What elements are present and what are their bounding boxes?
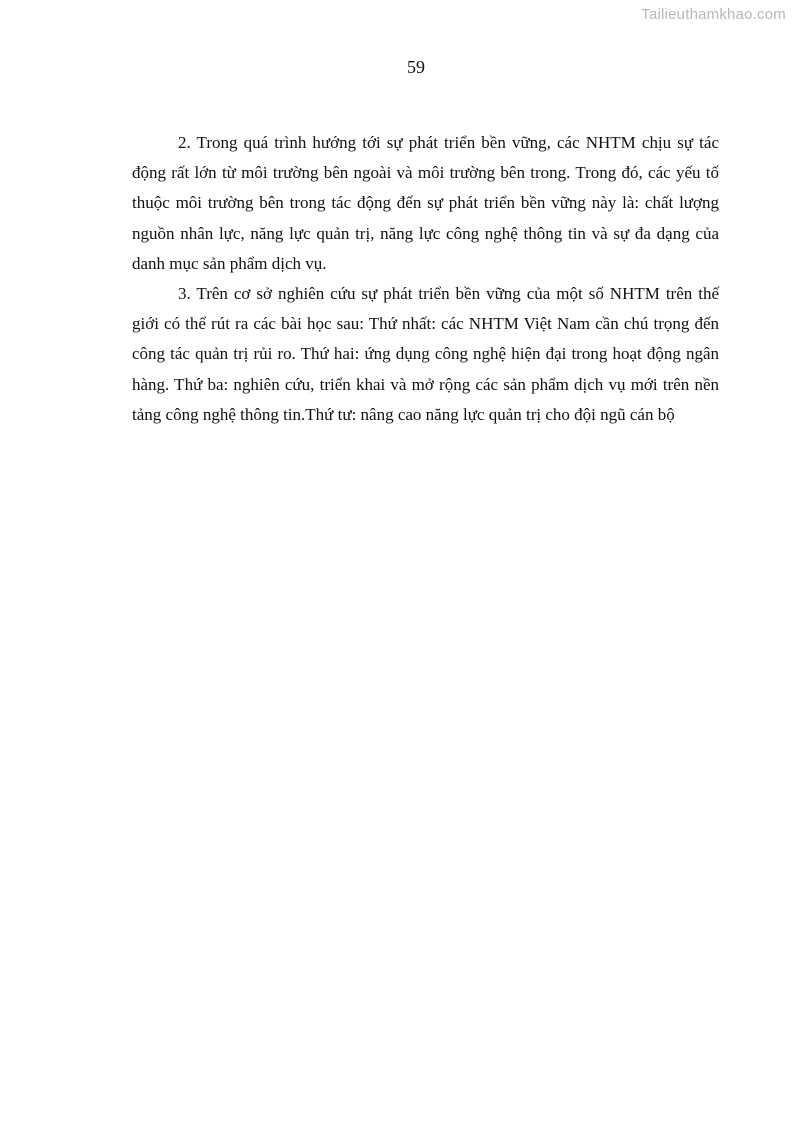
page-number: 59 xyxy=(407,57,425,77)
document-body xyxy=(132,128,719,430)
paragraph-2: 2. Trong quá trình hướng tới sự phát triển bền vững, các NHTM chịu sự tác động rất lớn từ môi trường bên ngoài và môi trường bên trong. Trong đó, các yếu tố thuộc môi trường bên trong tác động đến sự phát triển bền vững này là: chất lượng nguồn nhân lực, năng lực quản trị, năng lực công nghệ thông tin và sự đa dạng của danh mục sản phẩm dịch vụ. xyxy=(132,133,719,273)
watermark: Tailieuthamkhao.com xyxy=(641,6,786,23)
paragraph-3: 3. Trên cơ sở nghiên cứu sự phát triển bền vững của một số NHTM trên thế giới có thể rút ra các bài học sau: Thứ nhất: các NHTM Việt Nam cần chú trọng đến công tác quản trị rủi ro. Thứ hai: ứng dụng công nghệ hiện đại trong hoạt động ngân hàng. Thứ ba: nghiên cứu, triển khai và mở rộng các sản phẩm dịch vụ mới trên nền tảng công nghệ thông tin.Thứ tư: nâng cao năng lực quản trị cho đội ngũ cán bộ xyxy=(132,284,719,424)
